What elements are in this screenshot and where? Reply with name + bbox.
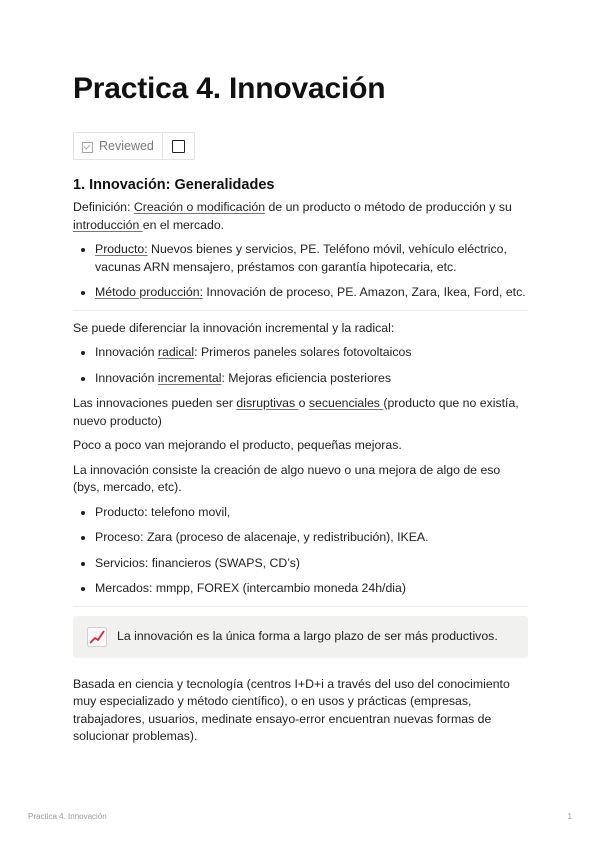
examples-list (73, 504, 528, 598)
paragraph: Se puede diferenciar la innovación incremental y la radical: (73, 320, 395, 335)
properties-row (73, 132, 195, 160)
reviewed-checkbox-cell[interactable] (162, 133, 194, 159)
list-item: • Proceso: Zara (proceso de alacenaje, y redistribución), IKEA. (95, 529, 528, 547)
list-item: • Producto: Nuevos bienes y servicios, PE. Teléfono móvil, vehículo eléctrico, vacunas ARN mensajero, préstamos con garantía hipotecaria, etc. (95, 241, 528, 276)
section-heading: 1. Innovación: Generalidades (73, 177, 275, 193)
callout (73, 616, 528, 658)
reviewed-property-label (74, 133, 162, 159)
list-item: • Producto: telefono movil, (95, 504, 528, 522)
page-footer (28, 812, 572, 821)
checkbox-property-icon (82, 142, 93, 153)
list-item: • Innovación radical: Primeros paneles solares fotovoltaicos (95, 344, 528, 362)
paragraph: Poco a poco van mejorando el producto, pequeñas mejoras. (73, 438, 402, 452)
closing-paragraph: Basada en ciencia y tecnología (centros I+D+i a través del uso del conocimiento muy especializado y método científico), o en usos y prácticas (empresas, trabajadores, usuarios, medinate ensayo-error encuentran nuevas formas de solucionar problemas). (73, 676, 510, 743)
list-item: • Innovación incremental: Mejoras eficiencia posteriores (95, 370, 528, 388)
divider (73, 310, 528, 311)
list-item: • Mercados: mmpp, FOREX (intercambio moneda 24h/dia) (95, 580, 528, 598)
document-body (73, 175, 528, 753)
paragraph: Las innovaciones pueden ser disruptivas o secuenciales (producto que no existía, nuevo producto) (73, 396, 519, 428)
chart-increasing-icon (87, 627, 107, 647)
reviewed-label: Reviewed (99, 139, 154, 153)
page-title: Practica 4. Innovación (73, 72, 386, 105)
page-number: 1 (567, 812, 572, 821)
definition-paragraph: Definición: Creación o modificación de un producto o método de producción y su introducción en el mercado. (73, 200, 512, 232)
footer-title: Practica 4. Innovación (28, 812, 107, 821)
paragraph: La innovación consiste la creación de algo nuevo o una mejora de algo de eso (bys, mercado, etc). (73, 462, 501, 494)
callout-text: La innovación es la única forma a largo plazo de ser más productivos. (117, 628, 498, 643)
innovation-types-list (73, 344, 528, 387)
list-item: • Método producción: Innovación de proceso, PE. Amazon, Zara, Ikea, Ford, etc. (95, 284, 528, 302)
divider (73, 606, 528, 607)
reviewed-checkbox[interactable] (172, 140, 185, 153)
list-item: • Servicios: financieros (SWAPS, CD’s) (95, 555, 528, 573)
definition-list (73, 241, 528, 302)
